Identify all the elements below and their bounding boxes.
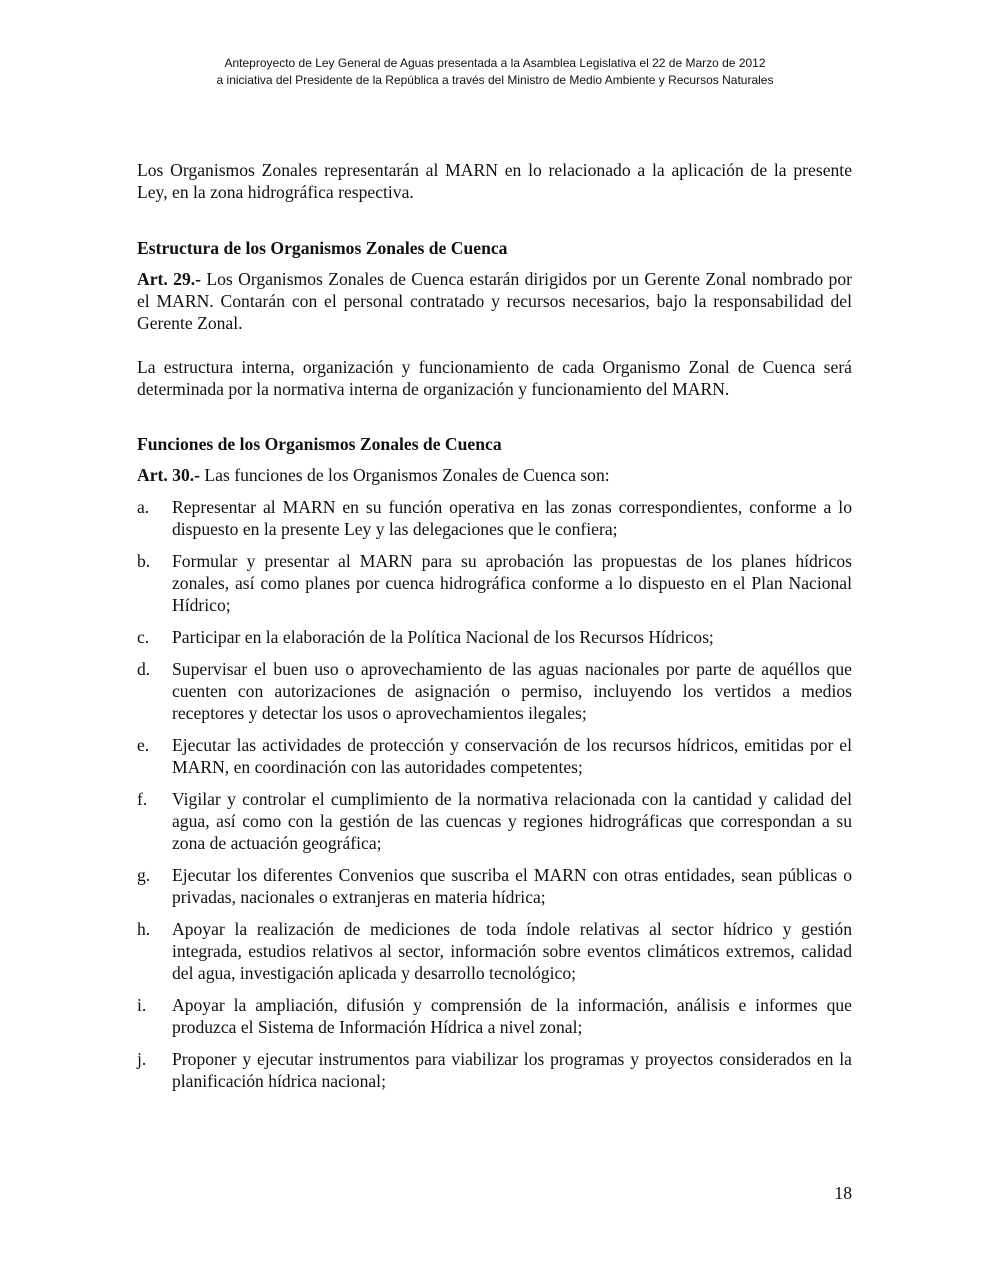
list-marker: e. — [137, 735, 150, 755]
section-heading-estructura: Estructura de los Organismos Zonales de Cuenca — [137, 238, 508, 258]
article-30 — [137, 464, 852, 486]
list-marker: f. — [137, 789, 148, 809]
list-item-text: Apoyar la realización de mediciones de toda índole relativas al sector hídrico y gestión integrada, estudios relativos al sector, información sobre eventos climáticos extremos, calidad del agua, investigación aplicada y desarrollo tecnológico; — [172, 919, 852, 983]
list-marker: a. — [137, 497, 150, 517]
intro-paragraph: Los Organismos Zonales representarán al MARN en lo relacionado a la aplicación de la presente Ley, en la zona hidrográfica respectiva. — [137, 160, 852, 202]
list-marker: g. — [137, 865, 151, 885]
section-heading-funciones: Funciones de los Organismos Zonales de Cuenca — [137, 434, 502, 454]
functions-list — [137, 496, 852, 1092]
list-marker: i. — [137, 995, 147, 1015]
list-item — [137, 626, 852, 648]
article-29-label: Art. 29.- — [137, 269, 202, 289]
list-item — [137, 550, 852, 616]
list-item — [137, 496, 852, 540]
article-29 — [137, 268, 852, 334]
list-item — [137, 788, 852, 854]
header-line-1: Anteproyecto de Ley General de Aguas presentada a la Asamblea Legislativa el 22 de Marzo de 2012 — [224, 56, 766, 70]
list-marker: h. — [137, 919, 151, 939]
list-item — [137, 864, 852, 908]
list-marker: b. — [137, 551, 151, 571]
list-item — [137, 734, 852, 778]
list-item-text: Formular y presentar al MARN para su aprobación las propuestas de los planes hídricos zonales, así como planes por cuenca hidrográfica conforme a lo dispuesto en el Plan Nacional Hídrico; — [172, 551, 852, 615]
list-item-text: Proponer y ejecutar instrumentos para viabilizar los programas y proyectos considerados en la planificación hídrica nacional; — [172, 1049, 852, 1091]
list-marker: j. — [137, 1049, 147, 1069]
list-item — [137, 1048, 852, 1092]
list-item-text: Supervisar el buen uso o aprovechamiento de las aguas nacionales por parte de aquéllos que cuenten con autorizaciones de asignación o permiso, incluyendo los vertidos a medios receptores y detectar los usos o aprovechamientos ilegales; — [172, 659, 852, 723]
header-line-2: a iniciativa del Presidente de la República a través del Ministro de Medio Ambiente y Recursos Naturales — [216, 73, 774, 87]
article-29-text: Los Organismos Zonales de Cuenca estarán dirigidos por un Gerente Zonal nombrado por el MARN. Contarán con el personal contratado y recursos necesarios, bajo la responsabilidad del Gerente Zonal. — [137, 269, 853, 333]
list-marker: d. — [137, 659, 151, 679]
article-30-label: Art. 30.- — [137, 465, 201, 485]
page-number: 18 — [834, 1183, 852, 1203]
list-item-text: Participar en la elaboración de la Política Nacional de los Recursos Hídricos; — [172, 627, 714, 647]
list-item-text: Vigilar y controlar el cumplimiento de la normativa relacionada con la cantidad y calidad del agua, así como con la gestión de las cuencas y regiones hidrográficas que correspondan a su zona de actuación geográfica; — [172, 789, 852, 853]
list-item — [137, 658, 852, 724]
list-marker: c. — [137, 627, 150, 647]
list-item-text: Ejecutar los diferentes Convenios que suscriba el MARN con otras entidades, sean públicas o privadas, nacionales o extranjeras en materia hídrica; — [172, 865, 852, 907]
list-item-text: Ejecutar las actividades de protección y conservación de los recursos hídricos, emitidas por el MARN, en coordinación con las autoridades competentes; — [172, 735, 852, 777]
list-item-text: Representar al MARN en su función operativa en las zonas correspondientes, conforme a lo dispuesto en la presente Ley y las delegaciones que le confiera; — [172, 497, 852, 539]
page-header — [0, 55, 990, 89]
document-body — [137, 159, 852, 1092]
article-30-text: Las funciones de los Organismos Zonales de Cuenca son: — [200, 465, 610, 485]
article-29-paragraph-2: La estructura interna, organización y funcionamiento de cada Organismo Zonal de Cuenca será determinada por la normativa interna de organización y funcionamiento del MARN. — [137, 357, 852, 399]
list-item — [137, 994, 852, 1038]
list-item — [137, 918, 852, 984]
list-item-text: Apoyar la ampliación, difusión y comprensión de la información, análisis e informes que produzca el Sistema de Información Hídrica a nivel zonal; — [172, 995, 852, 1037]
